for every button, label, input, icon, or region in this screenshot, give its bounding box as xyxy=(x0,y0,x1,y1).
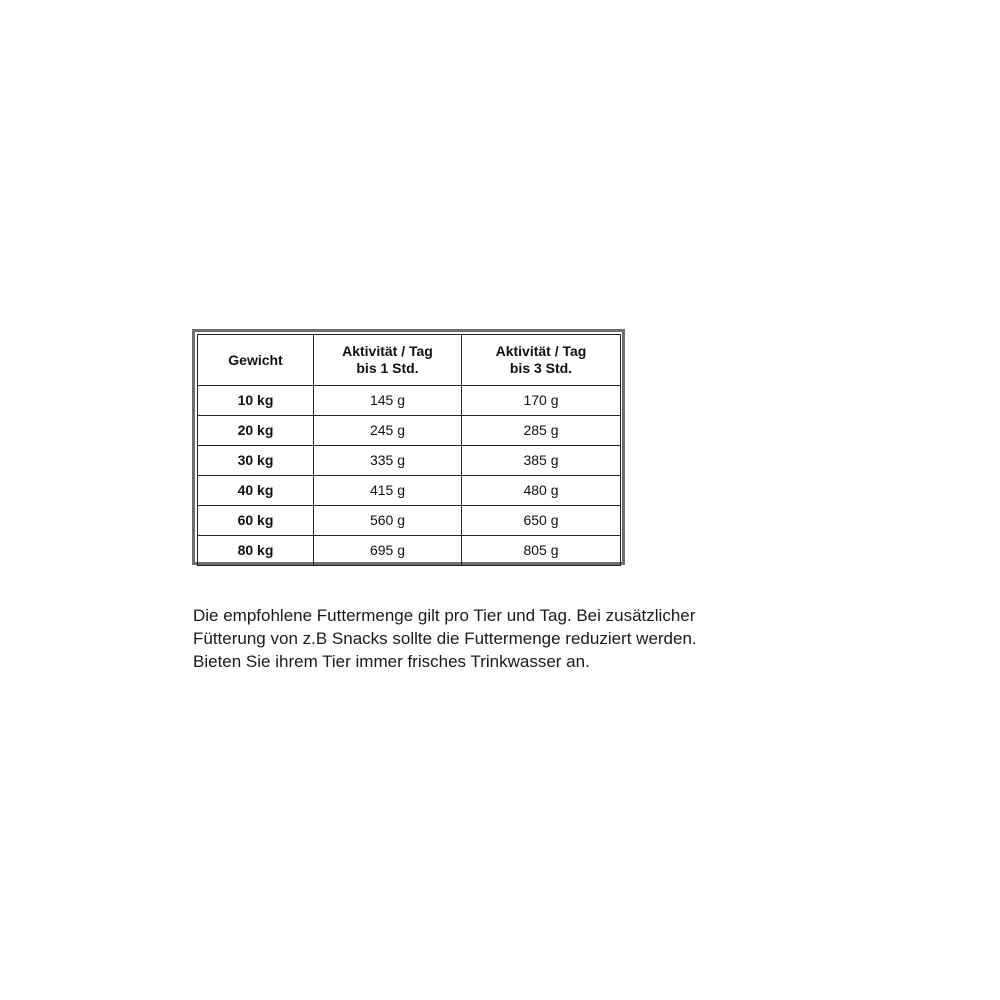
note-line: Fütterung von z.B Snacks sollte die Futtermenge reduziert werden. xyxy=(193,629,697,648)
weight-cell: 20 kg xyxy=(198,416,314,446)
table-row xyxy=(198,446,621,476)
amount-3h-cell: 285 g xyxy=(462,416,621,446)
note-line: Bieten Sie ihrem Tier immer frisches Trinkwasser an. xyxy=(193,652,590,671)
table-row xyxy=(198,386,621,416)
feeding-table-frame xyxy=(192,329,625,565)
header-activity-3h-line1: Aktivität / Tag xyxy=(495,343,587,359)
note-line: Die empfohlene Futtermenge gilt pro Tier und Tag. Bei zusätzlicher xyxy=(193,606,696,625)
table-row xyxy=(198,476,621,506)
amount-1h-cell: 245 g xyxy=(314,416,462,446)
amount-1h-cell: 145 g xyxy=(314,386,462,416)
amount-3h-cell: 385 g xyxy=(462,446,621,476)
table-row xyxy=(198,536,621,566)
weight-cell: 80 kg xyxy=(198,536,314,566)
amount-3h-cell: 170 g xyxy=(462,386,621,416)
weight-cell: 10 kg xyxy=(198,386,314,416)
amount-3h-cell: 650 g xyxy=(462,506,621,536)
header-weight xyxy=(198,335,314,386)
feeding-note xyxy=(193,604,833,673)
weight-cell: 40 kg xyxy=(198,476,314,506)
amount-1h-cell: 415 g xyxy=(314,476,462,506)
table-row xyxy=(198,416,621,446)
table-header-row xyxy=(198,335,621,386)
weight-cell: 60 kg xyxy=(198,506,314,536)
header-activity-1h xyxy=(314,335,462,386)
amount-1h-cell: 695 g xyxy=(314,536,462,566)
header-activity-1h-line1: Aktivität / Tag xyxy=(342,343,433,359)
amount-3h-cell: 805 g xyxy=(462,536,621,566)
amount-3h-cell: 480 g xyxy=(462,476,621,506)
weight-cell: 30 kg xyxy=(198,446,314,476)
header-activity-3h xyxy=(462,335,621,386)
header-weight-label: Gewicht xyxy=(228,351,283,368)
feeding-table xyxy=(197,334,621,566)
header-activity-1h-line2: bis 1 Std. xyxy=(356,360,419,376)
amount-1h-cell: 560 g xyxy=(314,506,462,536)
header-activity-3h-line2: bis 3 Std. xyxy=(509,360,573,376)
amount-1h-cell: 335 g xyxy=(314,446,462,476)
table-row xyxy=(198,506,621,536)
